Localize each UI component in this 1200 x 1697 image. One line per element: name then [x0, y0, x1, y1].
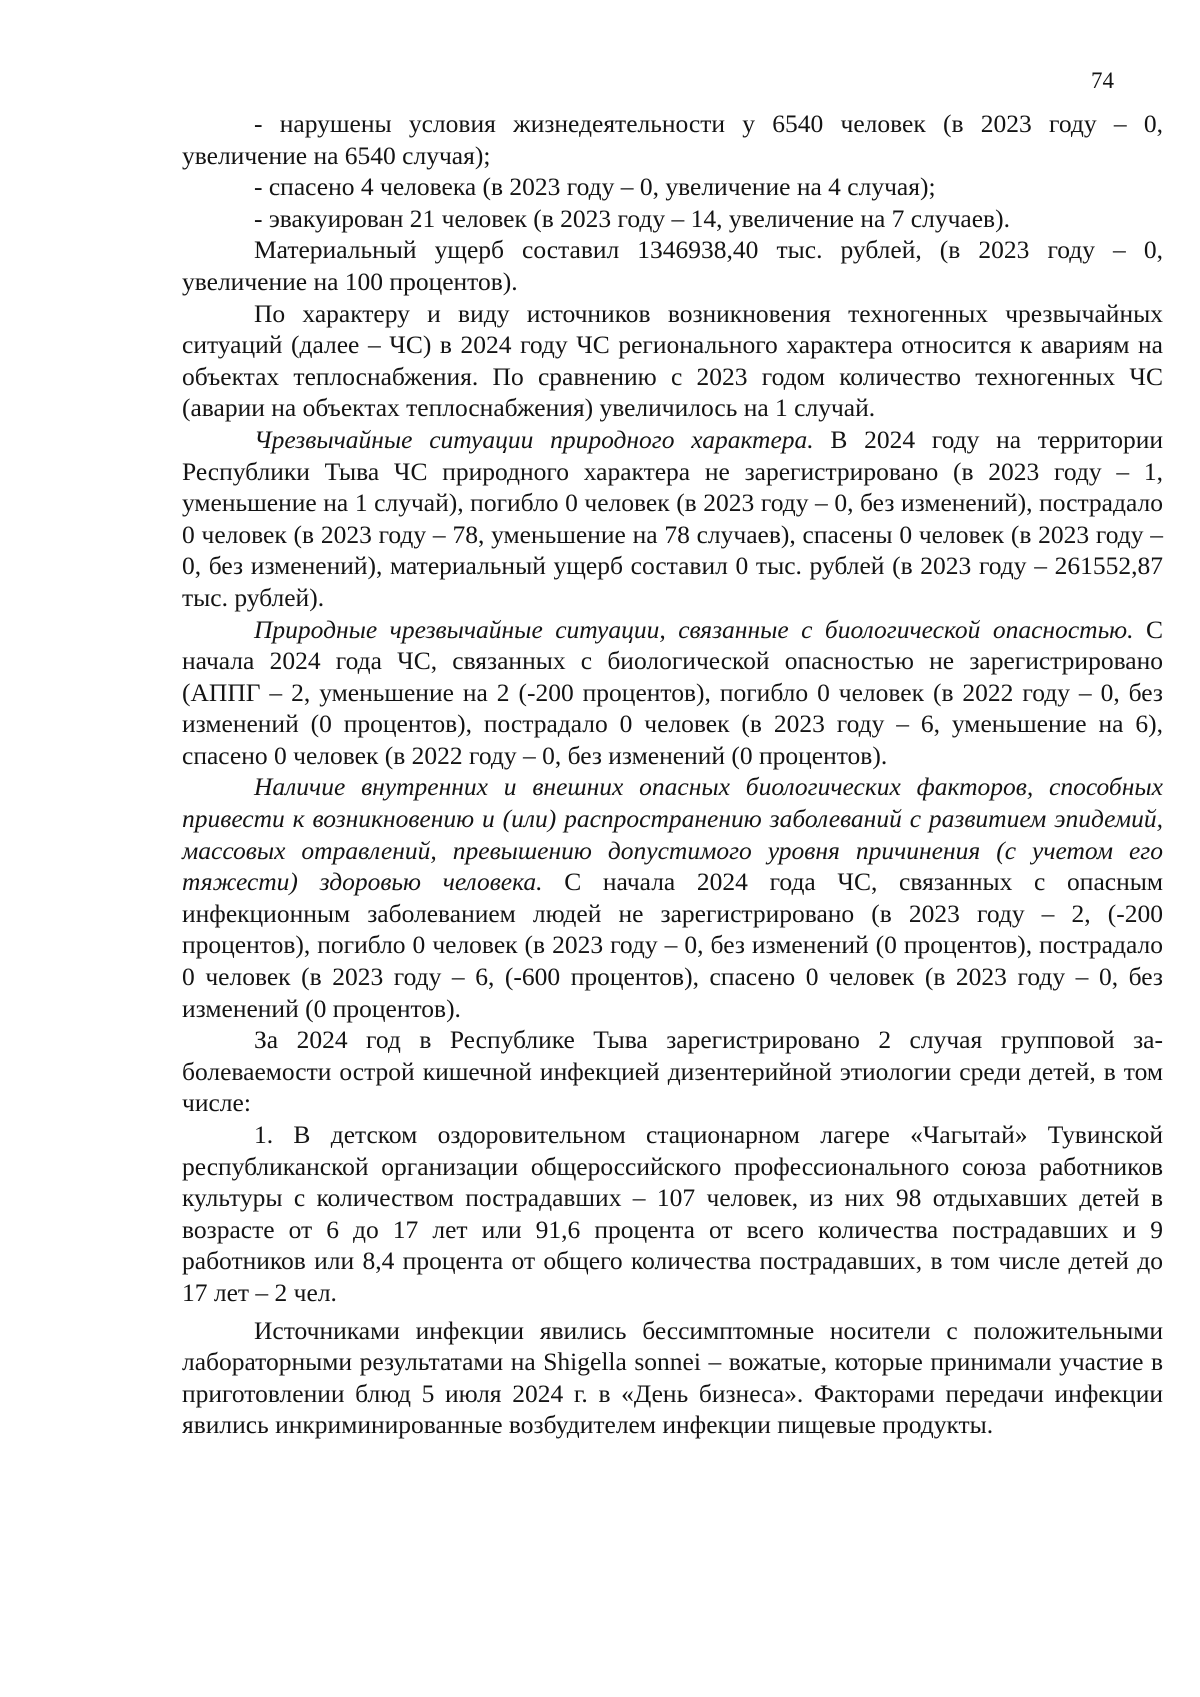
paragraph-material-damage: Материальный ущерб составил 1346938,40 тыс. рублей, (в 2023 году – 0, увеличение на 100 процентов).	[182, 235, 1163, 296]
paragraph-natural-emergencies	[182, 424, 1163, 614]
paragraph-camp-case: 1. В детском оздоровительном стационарном лагере «Чагытай» Тувинской республиканской организации общероссийского профессионального союза работников культуры с количеством пострадавших – 107 человек, из них 98 отдыхавших детей в возрасте от 6 до 17 лет или 91,6 процента от всего количества пострадавших и 9 работников или 8,4 процента от общего количества пострадавших, в том числе детей до 17 лет – 2 чел.	[182, 1120, 1163, 1307]
paragraph-evacuated: - эвакуирован 21 человек (в 2023 году – 14, увеличение на 7 случаев).	[254, 203, 1010, 233]
paragraph-group-morbidity: За 2024 год в Республике Тыва зарегистрировано 2 случая групповой заболеваемости острой кишечной инфекцией дизентерийной этиологии среди детей, в том числе:	[182, 1025, 1163, 1118]
paragraph-infection-sources: Источниками инфекции явились бессимптомные носители с положительными лабораторными результатами на Shigella sonnei – вожатые, которые принимали участие в приготовлении блюд 5 июля 2024 г. в «День бизнеса». Факторами передачи инфекции явились инкриминированные возбудителем инфекции пищевые продукты.	[182, 1315, 1163, 1440]
body-text	[182, 108, 1163, 1441]
paragraph-technogenic-emergencies: По характеру и виду источников возникновения техногенных чрезвычайных ситуаций (далее – ЧС) в 2024 году ЧС регионального характера относится к авариям на объектах теплоснабжения. По сравнению с 2023 годом количество техногенных ЧС (аварии на объектах теплоснабжения) увеличилось на 1 случай.	[182, 298, 1163, 423]
page-number: 74	[1091, 68, 1114, 93]
italic-heading-factors: Наличие внутренних и внешних опасных биологических факторов, способных привести к возникновению и (или) распространению заболеваний с развитием эпидемий, массовых отравлений, превышению допустимого уровня причинения (с учетом его тяжести) здоровью человека.	[182, 772, 1163, 897]
paragraph-text-natural: В 2024 году на территории Республики Тыва ЧС природного характера не зарегистрировано (в 2023 году – 1, уменьшение на 1 случай), погибло 0 человек (в 2023 году – 0, без изменений), пострадало 0 человек (в 2023 году – 78, уменьшение на 78 случаев), спасены 0 человек (в 2023 году – 0, без изменений), материальный ущерб составил 0 тыс. рублей (в 2023 году – 261552,87 тыс. рублей).	[182, 424, 1163, 612]
paragraph-text-factors: С начала 2024 года ЧС, связанных с опасным инфекционным заболеванием людей не зарегистрировано (в 2023 году – 2, (-200 процентов), погибло 0 человек (в 2023 году – 0, без изменений (0 процентов), пострадало 0 человек (в 2023 году – 6, (-600 процентов), спасено 0 человек (в 2023 году – 0, без изменений (0 процентов).	[182, 867, 1163, 1023]
italic-heading-biological: Природные чрезвычайные ситуации, связанные с биологической опасностью.	[254, 614, 1134, 644]
italic-heading-natural: Чрезвычайные ситуации природного характера.	[254, 424, 814, 454]
paragraph-text-biological: С начала 2024 года ЧС, связанных с биологической опасностью не зарегистрировано (АППГ – 2, уменьшение на 2 (-200 процентов), погибло 0 человек (в 2022 году – 0, без изменений (0 процентов), пострадало 0 человек (в 2023 году – 6, уменьшение на 6), спасено 0 человек (в 2022 году – 0, без изменений (0 процентов).	[182, 614, 1163, 770]
paragraph-biological-hazard	[182, 614, 1163, 772]
paragraph-biological-factors	[182, 771, 1163, 1024]
paragraph-living-conditions: - нарушены условия жизнедеятельности у 6540 человек (в 2023 году – 0, увеличение на 6540 случая);	[182, 109, 1163, 170]
paragraph-rescued: - спасено 4 человека (в 2023 году – 0, увеличение на 4 случая);	[254, 172, 936, 202]
